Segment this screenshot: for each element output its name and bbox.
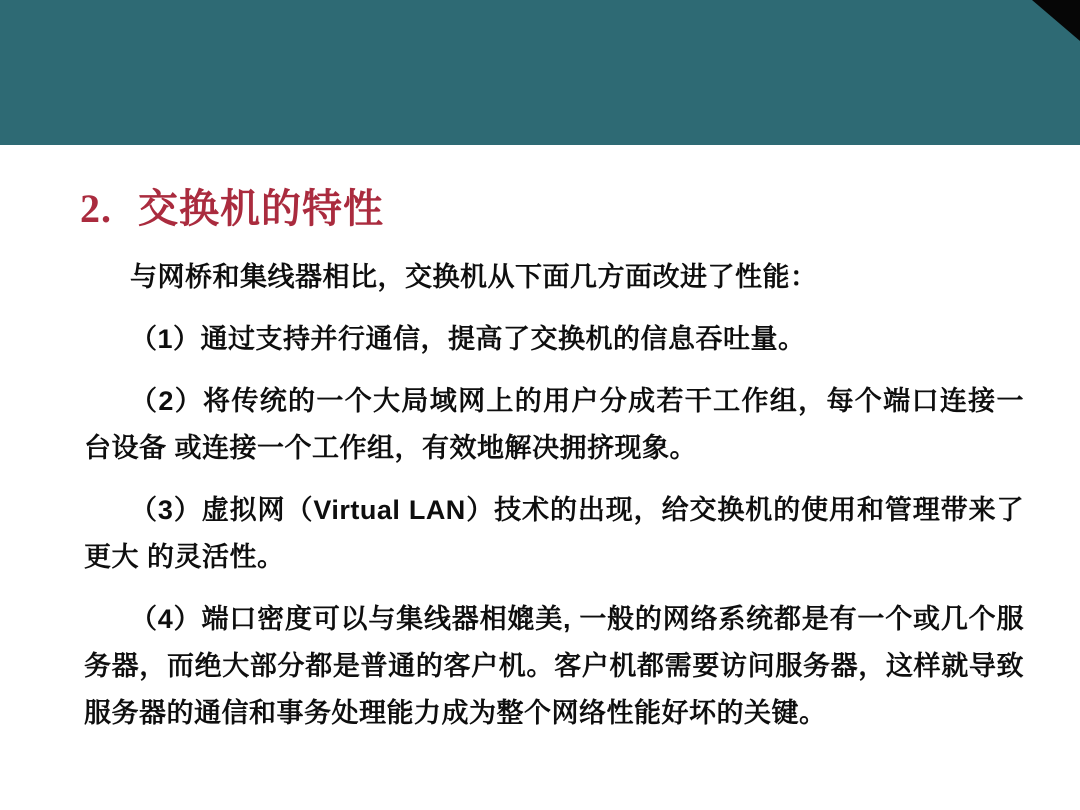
body-paragraph-item1: （1）通过支持并行通信，提高了交换机的信息吞吐量。 — [130, 324, 806, 354]
body-paragraph-item3: （3）虚拟网（Virtual LAN）技术的出现，给交换机的使用和管理带来了更大 的灵活性。 — [84, 495, 1024, 572]
header-band — [0, 0, 1080, 145]
slide-title-text: 交换机的特性 — [138, 186, 384, 231]
slide-body — [84, 254, 1024, 752]
slide-title — [80, 186, 384, 232]
body-paragraph-intro: 与网桥和集线器相比，交换机从下面几方面改进了性能： — [130, 262, 818, 292]
slide-title-number: 2. — [80, 186, 112, 231]
body-paragraph-item2: （2）将传统的一个大局域网上的用户分成若干工作组，每个端口连接一台设备 或连接一个工作组，有效地解决拥挤现象。 — [84, 386, 1024, 463]
body-paragraph-item4: （4）端口密度可以与集线器相媲美, 一般的网络系统都是有一个或几个服务器，而绝大部分都是普通的客户机。客户机都需要访问服务器，这样就导致服务器的通信和事务处理能力成为整个网络性能好坏的关键。 — [84, 604, 1024, 728]
